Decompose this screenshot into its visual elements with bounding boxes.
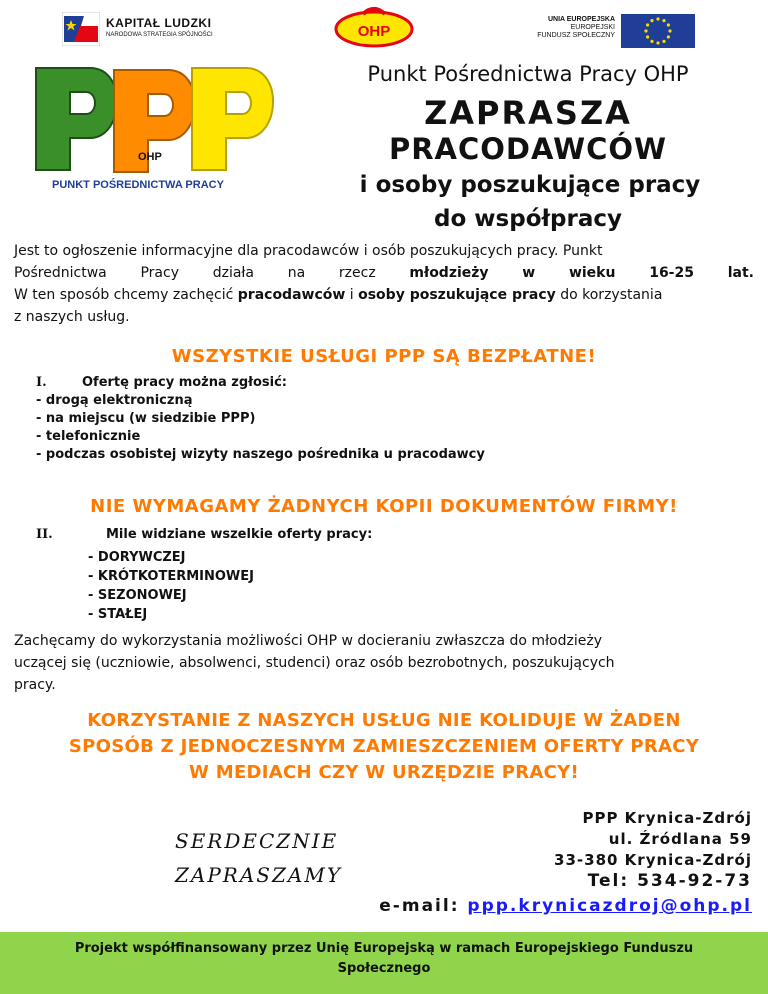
eu-line2: EUROPEJSKI bbox=[570, 24, 615, 31]
ppp-logo-caption: PUNKT POŚREDNICTWA PRACY bbox=[52, 179, 224, 191]
eu-logo bbox=[500, 14, 695, 48]
ppp-logo bbox=[28, 62, 290, 194]
intro-l3-jobseekers: osoby poszukujące pracy bbox=[358, 287, 556, 303]
intro-word: młodzieży bbox=[409, 265, 489, 281]
no-copies-banner: NIE WYMAGAMY ŻADNYCH KOPII DOKUMENTÓW FIRMY! bbox=[90, 496, 678, 517]
footer-line2: Społecznego bbox=[337, 961, 431, 976]
intro-word: lat. bbox=[727, 265, 754, 281]
contact-block bbox=[554, 808, 752, 892]
section1-item: - podczas osobistej wizyty naszego pośrednika u pracodawcy bbox=[36, 447, 485, 462]
intro-line1: Jest to ogłoszenie informacyjne dla pracodawców i osób poszukujących pracy. Punkt bbox=[14, 243, 603, 259]
encourage-line2: uczącej się (uczniowie, absolwenci, studenci) oraz osób bezrobotnych, poszukujących bbox=[14, 655, 615, 671]
section1-number: I. bbox=[36, 375, 47, 390]
intro-word: 16-25 bbox=[649, 265, 694, 281]
section1 bbox=[36, 374, 485, 464]
footer-line1: Projekt współfinansowany przez Unię Europejską w ramach Europejskiego Funduszu bbox=[74, 941, 694, 956]
eu-line3: FUNDUSZ SPOŁECZNY bbox=[537, 32, 615, 39]
kapital-ludzki-logo bbox=[62, 10, 252, 48]
contact-phone: Tel: 534-92-73 bbox=[587, 871, 752, 891]
invite-line1: SERDECZNIE bbox=[175, 829, 339, 853]
footer-text bbox=[0, 932, 768, 979]
intro-l3-a: W ten sposób chcemy zachęcić bbox=[14, 287, 238, 303]
free-services-banner: WSZYSTKIE USŁUGI PPP SĄ BEZPŁATNE! bbox=[171, 346, 597, 367]
kapital-ludzki-subtitle: NARODOWA STRATEGIA SPÓJNOŚCI bbox=[106, 32, 213, 38]
intro-l3-e: do korzystania bbox=[555, 287, 663, 303]
contact-city: 33-380 Krynica-Zdrój bbox=[554, 851, 752, 869]
encourage-paragraph bbox=[14, 630, 754, 696]
headline-line3: PRACODAWCÓW bbox=[388, 132, 668, 166]
final-note bbox=[14, 708, 754, 786]
intro-line3 bbox=[14, 284, 754, 306]
intro-word: działa bbox=[212, 265, 254, 281]
intro-word: w bbox=[522, 265, 536, 281]
intro-line4: z naszych usług. bbox=[14, 309, 130, 325]
eu-line1: UNIA EUROPEJSKA bbox=[547, 16, 615, 23]
intro-l3-c: i bbox=[345, 287, 359, 303]
ohp-emblem-icon bbox=[333, 6, 415, 48]
section2-item: - KRÓTKOTERMINOWEJ bbox=[88, 569, 254, 584]
invite-text bbox=[175, 824, 342, 892]
email-label: e-mail: bbox=[379, 896, 468, 916]
headline-line5: do współpracy bbox=[434, 206, 622, 232]
section1-item: - telefonicznie bbox=[36, 429, 141, 444]
intro-line2 bbox=[14, 262, 754, 284]
headline-line1: Punkt Pośrednictwa Pracy OHP bbox=[367, 62, 689, 86]
ohp-logo bbox=[333, 6, 415, 48]
section2-title: Mile widziane wszelkie oferty pracy: bbox=[106, 527, 373, 542]
contact-name: PPP Krynica-Zdrój bbox=[582, 809, 752, 827]
intro-l3-employers: pracodawców bbox=[237, 287, 346, 303]
ppp-letters-icon bbox=[28, 62, 290, 194]
intro-word: Pracy bbox=[140, 265, 179, 281]
section2-item: - STAŁEJ bbox=[88, 607, 148, 622]
section1-item: - na miejscu (w siedzibie PPP) bbox=[36, 411, 256, 426]
contact-street: ul. Źródlana 59 bbox=[608, 830, 752, 848]
email-line bbox=[379, 896, 752, 916]
section1-item: - drogą elektroniczną bbox=[36, 393, 193, 408]
footer bbox=[0, 932, 768, 994]
section2-item: - DORYWCZEJ bbox=[88, 550, 186, 565]
intro-word: Pośrednictwa bbox=[14, 265, 107, 281]
intro-paragraph bbox=[14, 240, 754, 328]
ohp-logo-text: OHP bbox=[357, 23, 391, 40]
final-note-line2: SPOSÓB Z JEDNOCZESNYM ZAMIESZCZENIEM OFERTY PRACY bbox=[68, 736, 700, 757]
eu-text bbox=[537, 16, 615, 40]
headline-line2: ZAPRASZA bbox=[424, 94, 632, 132]
ppp-logo-ohp: OHP bbox=[138, 151, 162, 163]
intro-word: wieku bbox=[568, 265, 616, 281]
section1-title-row bbox=[36, 374, 485, 392]
email-link[interactable]: ppp.krynicazdroj@ohp.pl bbox=[467, 896, 752, 916]
kapital-ludzki-flag-icon bbox=[62, 12, 100, 46]
encourage-line3: pracy. bbox=[14, 677, 56, 693]
final-note-line1: KORZYSTANIE Z NASZYCH USŁUG NIE KOLIDUJE W ŻADEN bbox=[87, 710, 681, 731]
section2-list bbox=[88, 548, 254, 624]
section2-title-row bbox=[36, 526, 372, 544]
section2-number: II. bbox=[36, 527, 53, 542]
section2-item: - SEZONOWEJ bbox=[88, 588, 187, 603]
final-note-line3: W MEDIACH CZY W URZĘDZIE PRACY! bbox=[189, 762, 579, 783]
invite-line2: ZAPRASZAMY bbox=[175, 863, 343, 887]
encourage-line1: Zachęcamy do wykorzystania możliwości OHP w docieraniu zwłaszcza do młodzieży bbox=[14, 633, 602, 649]
kapital-ludzki-title: KAPITAŁ LUDZKI bbox=[106, 16, 212, 30]
section1-title: Ofertę pracy można zgłosić: bbox=[82, 375, 288, 390]
intro-word: na bbox=[287, 265, 306, 281]
intro-word: rzecz bbox=[338, 265, 376, 281]
eu-flag-icon bbox=[621, 14, 695, 48]
headline-line4: i osoby poszukujące pracy bbox=[359, 172, 701, 198]
